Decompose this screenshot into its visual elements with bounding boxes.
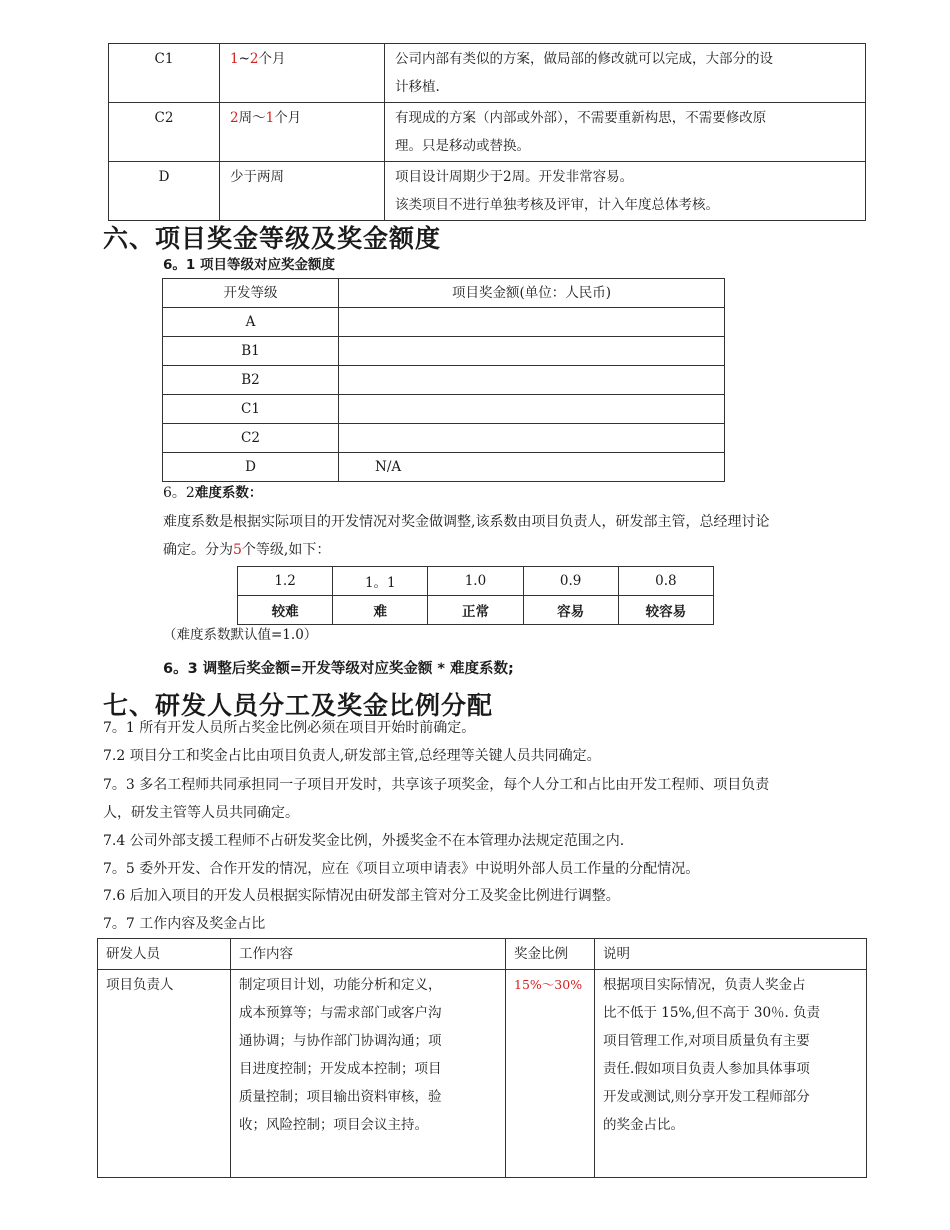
table-row <box>163 337 725 366</box>
coefficient-label: 正常 <box>428 596 523 625</box>
amount-cell <box>339 337 725 366</box>
grade-cell: C2 <box>109 103 220 162</box>
coefficient-label: 难 <box>333 596 428 625</box>
grade-cell: C2 <box>163 424 339 453</box>
period-cell: 少于两周 <box>220 162 385 221</box>
coefficient-label: 较难 <box>238 596 333 625</box>
coefficient-value: 0.8 <box>618 567 713 596</box>
column-header: 说明 <box>595 939 867 970</box>
table-row <box>163 424 725 453</box>
grade-cell: D <box>163 453 339 482</box>
table-row <box>163 366 725 395</box>
grade-cell: B1 <box>163 337 339 366</box>
bonus-amount-table <box>162 278 725 482</box>
difficulty-paragraph-line-1: 难度系数是根据实际项目的开发情况对奖金做调整,该系数由项目负责人，研发部主管，总经理讨论 <box>163 514 770 530</box>
table-header-row <box>98 939 867 970</box>
amount-cell: N/A <box>339 453 725 482</box>
amount-cell <box>339 308 725 337</box>
column-header: 研发人员 <box>98 939 231 970</box>
table-row <box>109 103 866 162</box>
section-7-item-continued: 人，研发主管等人员共同确定。 <box>103 805 299 821</box>
section-7-item: 7。7 工作内容及奖金占比 <box>103 916 266 932</box>
grade-cell: B2 <box>163 366 339 395</box>
column-header: 工作内容 <box>231 939 506 970</box>
section-6-title: 六、项目奖金等级及奖金额度 <box>103 224 442 253</box>
column-header: 开发等级 <box>163 279 339 308</box>
period-cell: 2周～1个月 <box>220 103 385 162</box>
coefficient-label: 较容易 <box>618 596 713 625</box>
work-content-table <box>97 938 867 1178</box>
default-coefficient-note: （难度系数默认值=1.0） <box>163 627 318 643</box>
coefficient-label: 容易 <box>523 596 618 625</box>
amount-cell <box>339 424 725 453</box>
table-row <box>98 970 867 1178</box>
coefficient-value: 0.9 <box>523 567 618 596</box>
difficulty-paragraph-line-2: 确定。分为5个等级,如下： <box>163 542 331 558</box>
section-7-item: 7.2 项目分工和奖金占比由项目负责人,研发部主管,总经理等关键人员共同确定。 <box>103 748 601 764</box>
coefficient-value: 1.0 <box>428 567 523 596</box>
section-6-1-subtitle: 6。1 项目等级对应奖金额度 <box>163 257 335 273</box>
table-row <box>163 308 725 337</box>
column-header: 奖金比例 <box>506 939 595 970</box>
grade-cell: A <box>163 308 339 337</box>
column-header: 项目奖金额(单位：人民币) <box>339 279 725 308</box>
description-cell: 公司内部有类似的方案，做局部的修改就可以完成，大部分的设 计移植. <box>385 44 866 103</box>
section-7-item: 7。5 委外开发、合作开发的情况，应在《项目立项申请表》中说明外部人员工作量的分配情况。 <box>103 861 700 877</box>
description-cell: 有现成的方案（内部或外部），不需要重新构思，不需要修改原 理。只是移动或替换。 <box>385 103 866 162</box>
table-row <box>109 162 866 221</box>
section-7-title: 七、研发人员分工及奖金比例分配 <box>103 691 494 720</box>
grade-cell: D <box>109 162 220 221</box>
section-7-item: 7.6 后加入项目的开发人员根据实际情况由研发部主管对分工及奖金比例进行调整。 <box>103 888 620 904</box>
period-cell: 1~2个月 <box>220 44 385 103</box>
work-content-cell: 制定项目计划，功能分析和定义， 成本预算等；与需求部门或客户沟 通协调；与协作部门协调沟通；项 目进度控制；开发成本控制；项目 质量控制；项目输出资料审核，验 收；风险控制；项目会议主持。 <box>231 970 506 1178</box>
table-row <box>163 453 725 482</box>
amount-cell <box>339 395 725 424</box>
note-cell: 根据项目实际情况，负责人奖金占 比不低于 15%,但不高于 30％. 负责 项目管理工作,对项目质量负有主要 责任.假如项目负责人参加具体事项 开发或测试,则分享开发工程师部分 的奖金占比。 <box>595 970 867 1178</box>
section-6-3-formula: 6。3 调整后奖金额=开发等级对应奖金额 * 难度系数; <box>163 661 514 677</box>
section-7-item: 7.4 公司外部支援工程师不占研发奖金比例，外援奖金不在本管理办法规定范围之内. <box>103 833 625 849</box>
section-7-item: 7。1 所有开发人员所占奖金比例必须在项目开始时前确定。 <box>103 720 476 736</box>
section-7-item: 7。3 多名工程师共同承担同一子项目开发时，共享该子项奖金，每个人分工和占比由开发工程师、项目负责 <box>103 777 770 793</box>
role-cell: 项目负责人 <box>98 970 231 1178</box>
grade-cell: C1 <box>109 44 220 103</box>
table-header-row <box>163 279 725 308</box>
amount-cell <box>339 366 725 395</box>
grade-cell: C1 <box>163 395 339 424</box>
table-row <box>238 567 714 596</box>
coefficient-value: 1。1 <box>333 567 428 596</box>
table-row <box>163 395 725 424</box>
bonus-ratio-cell: 15%～30% <box>506 970 595 1178</box>
grade-period-table <box>108 43 866 221</box>
coefficient-value: 1.2 <box>238 567 333 596</box>
section-6-2-subtitle: 6。2难度系数： <box>163 485 263 501</box>
description-cell: 项目设计周期少于2周。开发非常容易。 该类项目不进行单独考核及评审，计入年度总体考核。 <box>385 162 866 221</box>
table-row <box>109 44 866 103</box>
difficulty-coefficient-table <box>237 566 714 625</box>
